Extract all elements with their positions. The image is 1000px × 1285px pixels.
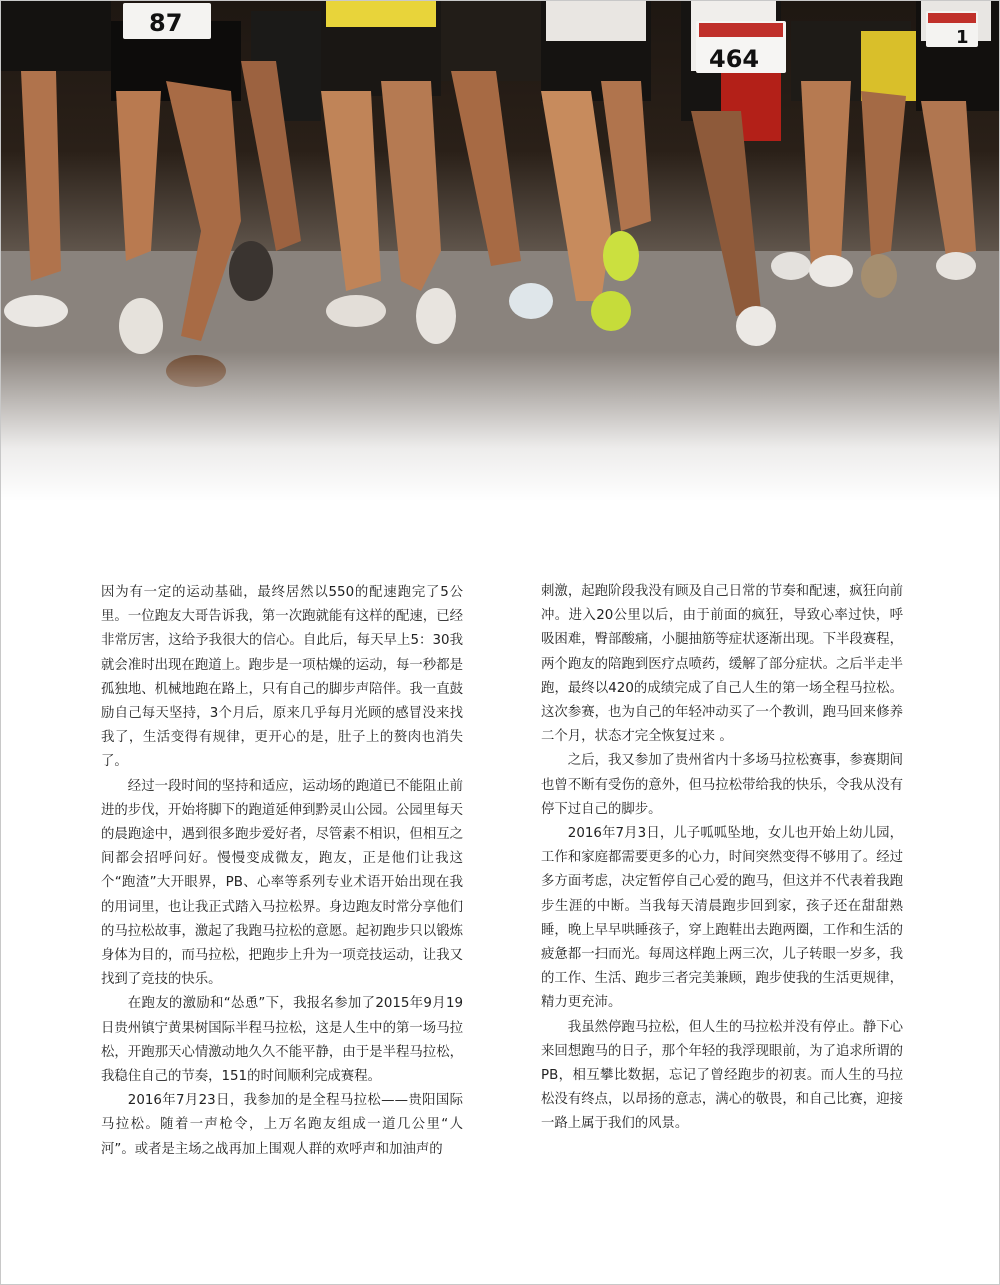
article-paragraph: 刺激，起跑阶段我没有顾及自己日常的节奏和配速，疯狂向前冲。进入20公里以后，由于前面的疯狂，导致心率过快，呼吸困难，臀部酸痛，小腿抽筋等症状逐渐出现。下半段赛程，两个跑友的陪跑到医疗点喷药，缓解了部分症状。之后半走半跑，最终以420的成绩完成了自己人生的第一场全程马拉松。这次参赛，也为自己的年轻冲动买了一个教训，跑马回来修养二个月，状态才完全恢复过来 。	[541, 584, 903, 745]
article-right-column	[541, 580, 903, 1137]
article-paragraph: 经过一段时间的坚持和适应，运动场的跑道已不能阻止前进的步伐，开始将脚下的跑道延伸到黔灵山公园。公园里每天的晨跑途中，遇到很多跑步爱好者，尽管素不相识，但相互之间都会招呼问好。慢慢变成微友，跑友，正是他们让我这个“跑渣”大开眼界，PB、心率等系列专业术语开始出现在我的用词里，也让我正式踏入马拉松界。身边跑友时常分享他们的马拉松故事，激起了我跑马拉松的意愿。起初跑步只以锻炼身体为目的，而马拉松，把跑步上升为一项竞技运动，让我又找到了竞技的快乐。	[101, 778, 463, 988]
article-paragraph: 因为有一定的运动基础，最终居然以550的配速跑完了5公里。一位跑友大哥告诉我，第一次跑就能有这样的配速，已经非常厉害，这给予我很大的信心。自此后，每天早上5：30我就会准时出现在跑道上。跑步是一项枯燥的运动，每一秒都是孤独地、机械地跑在路上，只有自己的脚步声陪伴。我一直鼓励自己每天坚持，3个月后，原来几乎每月光顾的感冒没来找我了，生活变得有规律，更开心的是，肚子上的赘肉也消失了。	[101, 585, 463, 770]
article-paragraph: 在跑友的激励和“怂恿”下，我报名参加了2015年9月19日贵州镇宁黄果树国际半程马拉松，这是人生中的第一场马拉松，开跑那天心情激动地久久不能平静，由于是半程马拉松，我稳住自己的节奏，151的时间顺利完成赛程。	[101, 996, 463, 1085]
article-paragraph: 2016年7月23日，我参加的是全程马拉松——贵阳国际马拉松。随着一声枪令，上万名跑友组成一道几公里“人河”。或者是主场之战再加上围观人群的欢呼声和加油声的	[101, 1093, 463, 1157]
photo-fade	[1, 351, 999, 501]
article-paragraph: 我虽然停跑马拉松，但人生的马拉松并没有停止。静下心来回想跑马的日子，那个年轻的我浮现眼前，为了追求所谓的PB，相互攀比数据，忘记了曾经跑步的初衷。而人生的马拉松没有终点，以昂扬的意志，满心的敬畏，和自己比赛，迎接一路上属于我们的风景。	[541, 1019, 903, 1132]
article-paragraph: 2016年7月3日，儿子呱呱坠地，女儿也开始上幼儿园，工作和家庭都需要更多的心力，时间突然变得不够用了。经过多方面考虑，决定暂停自己心爱的跑马，但这并不代表着我跑步生涯的中断。当我每天清晨跑步回到家，孩子还在甜甜熟睡，晚上早早哄睡孩子，穿上跑鞋出去跑两圈，工作和生活的疲惫都一扫而光。每周这样跑上两三次，儿子转眼一岁多，我的工作、生活、跑步三者完美兼顾，跑步使我的生活更规律，精力更充沛。	[541, 826, 903, 1011]
hero-photo	[1, 1, 999, 501]
bib-464: 464	[709, 45, 760, 73]
article-left-column	[101, 581, 463, 1162]
bib-1: 1	[956, 27, 969, 48]
bib-87: 87	[149, 9, 183, 37]
article-paragraph: 之后，我又参加了贵州省内十多场马拉松赛事，参赛期间也曾不断有受伤的意外，但马拉松带给我的快乐，令我从没有停下过自己的脚步。	[541, 753, 903, 817]
